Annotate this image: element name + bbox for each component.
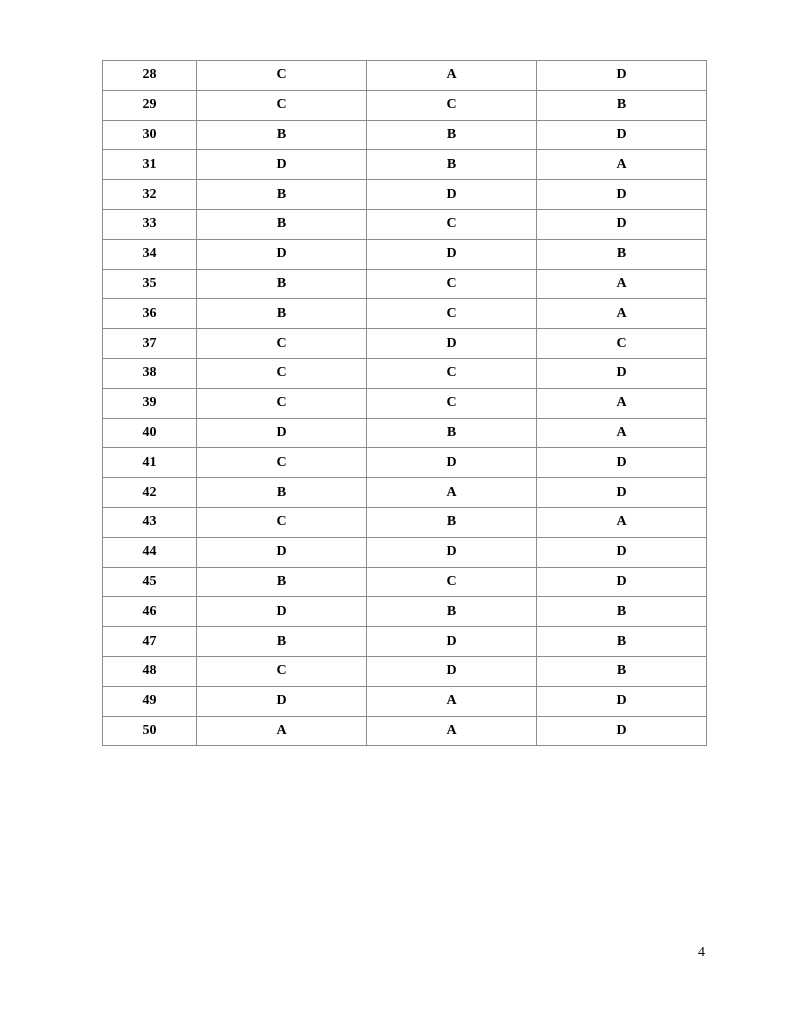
answer-cell-col2: B (367, 507, 537, 537)
table-row (103, 180, 707, 210)
table-row (103, 627, 707, 657)
answer-cell-col2: D (367, 627, 537, 657)
answer-cell-col3: D (537, 537, 707, 567)
table-row (103, 597, 707, 627)
question-number-cell: 31 (103, 150, 197, 180)
answer-cell-col3: B (537, 597, 707, 627)
question-number-cell: 43 (103, 507, 197, 537)
answer-cell-col2: D (367, 180, 537, 210)
answer-cell-col2: C (367, 209, 537, 239)
answer-cell-col2: B (367, 120, 537, 150)
answer-cell-col3: A (537, 299, 707, 329)
question-number-cell: 47 (103, 627, 197, 657)
answer-cell-col1: C (197, 448, 367, 478)
question-number-cell: 38 (103, 358, 197, 388)
answer-cell-col1: D (197, 150, 367, 180)
answer-cell-col2: C (367, 388, 537, 418)
answer-cell-col1: D (197, 537, 367, 567)
answer-cell-col2: A (367, 686, 537, 716)
answer-cell-col3: D (537, 209, 707, 239)
table-row (103, 120, 707, 150)
answer-cell-col1: B (197, 299, 367, 329)
answer-cell-col2: D (367, 656, 537, 686)
answer-cell-col3: D (537, 180, 707, 210)
answer-cell-col1: C (197, 329, 367, 359)
answer-cell-col2: B (367, 418, 537, 448)
answer-cell-col3: D (537, 448, 707, 478)
table-row (103, 388, 707, 418)
table-row (103, 90, 707, 120)
answer-cell-col3: A (537, 418, 707, 448)
question-number-cell: 35 (103, 269, 197, 299)
table-row (103, 150, 707, 180)
answer-cell-col3: B (537, 627, 707, 657)
answer-cell-col1: B (197, 627, 367, 657)
answer-cell-col3: D (537, 358, 707, 388)
question-number-cell: 45 (103, 567, 197, 597)
table-row (103, 656, 707, 686)
answer-cell-col1: B (197, 209, 367, 239)
answer-cell-col2: B (367, 150, 537, 180)
answer-cell-col3: D (537, 61, 707, 91)
answer-cell-col2: C (367, 358, 537, 388)
answer-cell-col1: C (197, 61, 367, 91)
answer-cell-col1: B (197, 180, 367, 210)
question-number-cell: 42 (103, 478, 197, 508)
table-row (103, 567, 707, 597)
answer-cell-col2: A (367, 478, 537, 508)
table-row (103, 537, 707, 567)
answer-cell-col3: D (537, 567, 707, 597)
table-row (103, 61, 707, 91)
table-row (103, 299, 707, 329)
page-number: 4 (698, 945, 705, 960)
answer-cell-col3: D (537, 120, 707, 150)
answer-cell-col2: D (367, 329, 537, 359)
answer-cell-col3: D (537, 478, 707, 508)
table-row (103, 269, 707, 299)
table-row (103, 239, 707, 269)
answer-cell-col1: C (197, 656, 367, 686)
question-number-cell: 28 (103, 61, 197, 91)
table-row (103, 329, 707, 359)
table-row (103, 448, 707, 478)
question-number-cell: 39 (103, 388, 197, 418)
answer-cell-col2: A (367, 61, 537, 91)
answer-cell-col3: A (537, 507, 707, 537)
question-number-cell: 41 (103, 448, 197, 478)
question-number-cell: 44 (103, 537, 197, 567)
question-number-cell: 48 (103, 656, 197, 686)
question-number-cell: 36 (103, 299, 197, 329)
answer-cell-col1: D (197, 597, 367, 627)
answer-key-body (103, 61, 707, 746)
answer-cell-col1: B (197, 120, 367, 150)
answer-cell-col1: B (197, 478, 367, 508)
answer-cell-col1: C (197, 388, 367, 418)
question-number-cell: 40 (103, 418, 197, 448)
answer-cell-col1: A (197, 716, 367, 746)
table-row (103, 358, 707, 388)
table-row (103, 478, 707, 508)
answer-cell-col2: C (367, 269, 537, 299)
question-number-cell: 34 (103, 239, 197, 269)
answer-cell-col3: D (537, 716, 707, 746)
answer-cell-col2: A (367, 716, 537, 746)
answer-cell-col3: A (537, 388, 707, 418)
answer-cell-col3: C (537, 329, 707, 359)
answer-cell-col1: C (197, 358, 367, 388)
answer-cell-col1: D (197, 686, 367, 716)
answer-cell-col3: A (537, 269, 707, 299)
answer-cell-col3: B (537, 656, 707, 686)
question-number-cell: 32 (103, 180, 197, 210)
question-number-cell: 30 (103, 120, 197, 150)
question-number-cell: 29 (103, 90, 197, 120)
table-row (103, 686, 707, 716)
answer-cell-col2: C (367, 90, 537, 120)
table-row (103, 418, 707, 448)
answer-cell-col2: B (367, 597, 537, 627)
answer-cell-col2: D (367, 239, 537, 269)
answer-cell-col1: B (197, 269, 367, 299)
answer-cell-col1: D (197, 418, 367, 448)
question-number-cell: 49 (103, 686, 197, 716)
answer-cell-col2: D (367, 448, 537, 478)
question-number-cell: 46 (103, 597, 197, 627)
answer-cell-col3: A (537, 150, 707, 180)
answer-cell-col2: D (367, 537, 537, 567)
question-number-cell: 37 (103, 329, 197, 359)
answer-cell-col2: C (367, 299, 537, 329)
answer-cell-col1: D (197, 239, 367, 269)
answer-cell-col3: D (537, 686, 707, 716)
answer-cell-col1: B (197, 567, 367, 597)
table-row (103, 507, 707, 537)
question-number-cell: 50 (103, 716, 197, 746)
answer-cell-col3: B (537, 90, 707, 120)
answer-key-table (102, 60, 707, 746)
answer-cell-col3: B (537, 239, 707, 269)
answer-cell-col1: C (197, 90, 367, 120)
answer-cell-col1: C (197, 507, 367, 537)
table-row (103, 209, 707, 239)
question-number-cell: 33 (103, 209, 197, 239)
answer-cell-col2: C (367, 567, 537, 597)
table-row (103, 716, 707, 746)
